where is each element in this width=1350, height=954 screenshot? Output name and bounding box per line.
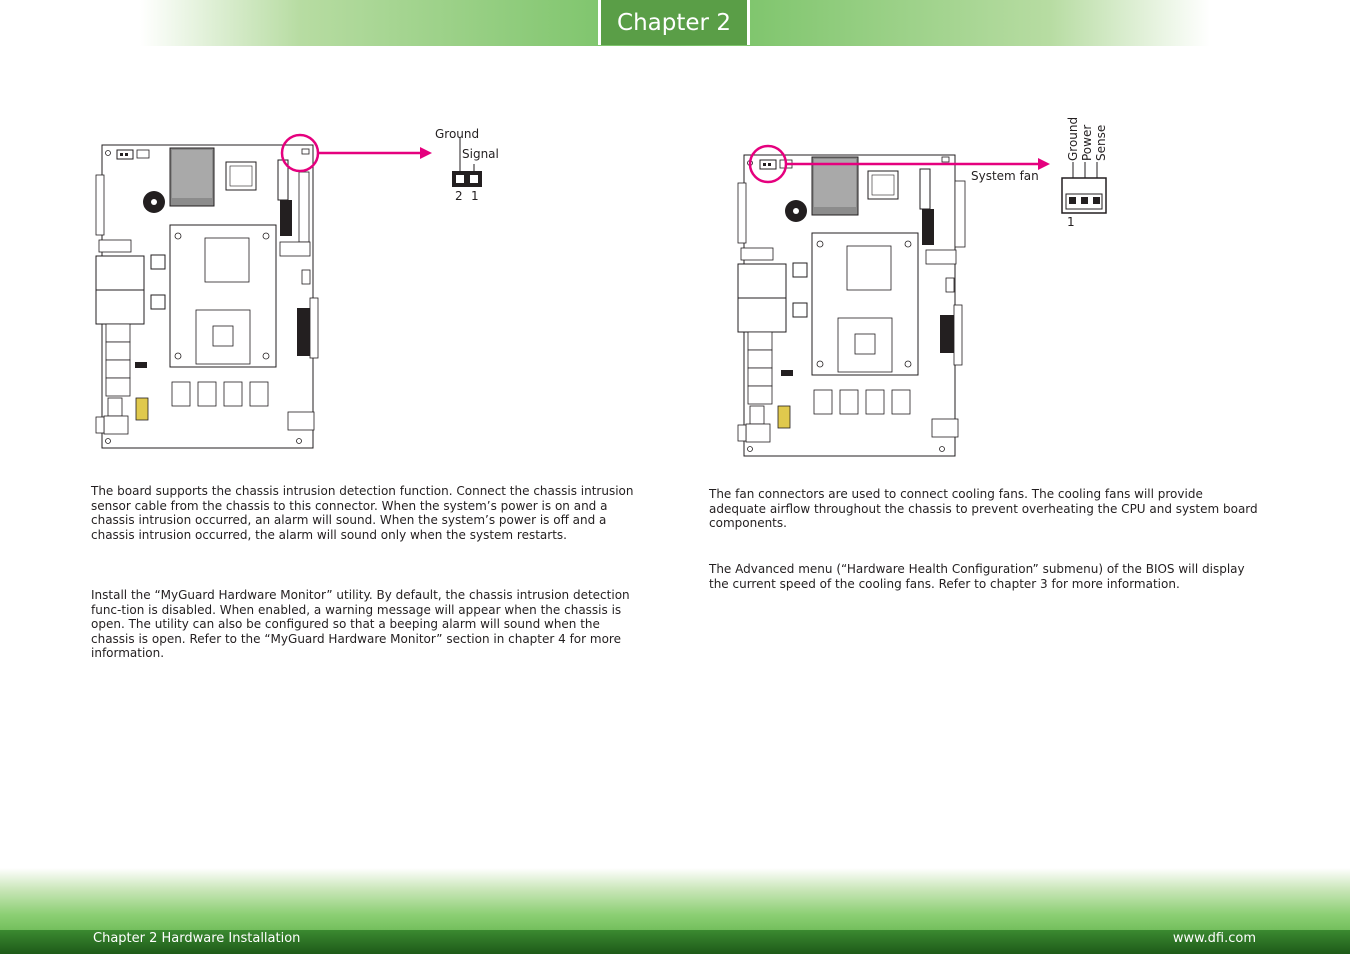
footer-chapter-title: Chapter 2 Hardware Installation <box>93 931 301 946</box>
label-signal: Signal <box>462 147 499 161</box>
left-paragraph-1: The board supports the chassis intrusion detection function. Connect the chassis intrusion sensor cable from the chassis to this connector. When the system’s power is on and a chassis intrusion occurred, an alarm will sound. When the system’s power is off and a chassis intrusion occurred, the alarm will sound only when the system restarts. <box>91 484 634 542</box>
chapter-tab: Chapter 2 <box>598 0 750 45</box>
label-pin2: 2 <box>455 189 463 203</box>
label-ground: Ground <box>1066 116 1080 161</box>
right-paragraph-2: The Advanced menu (“Hardware Health Configuration” submenu) of the BIOS will display the current speed of the cooling fans. Refer to chapter 3 for more information. <box>709 562 1245 591</box>
label-power: Power <box>1080 124 1094 161</box>
footer-band <box>0 868 1350 930</box>
label-pin1: 1 <box>1067 215 1075 229</box>
label-ground: Ground <box>435 127 480 141</box>
label-system-fan: System fan <box>971 169 1039 183</box>
label-pin1: 1 <box>471 189 479 203</box>
label-sense: Sense <box>1094 124 1108 161</box>
right-paragraph-1: The fan connectors are used to connect cooling fans. The cooling fans will provide adequate airflow throughout the chassis to prevent overheating the CPU and system board components. <box>709 487 1258 531</box>
left-paragraph-2: Install the “MyGuard Hardware Monitor” utility. By default, the chassis intrusion detection func-tion is disabled. When enabled, a warning message will appear when the chassis is open. The utility can also be configured so that a beeping alarm will sound when the chassis is open. Refer to the “MyGuard Hardware Monitor” section in chapter 4 for more information. <box>91 588 630 661</box>
footer-bar <box>0 930 1350 954</box>
left-board-diagram <box>90 120 530 455</box>
footer-website-link[interactable]: www.dfi.com <box>1172 931 1256 946</box>
right-board-diagram <box>730 115 1150 460</box>
